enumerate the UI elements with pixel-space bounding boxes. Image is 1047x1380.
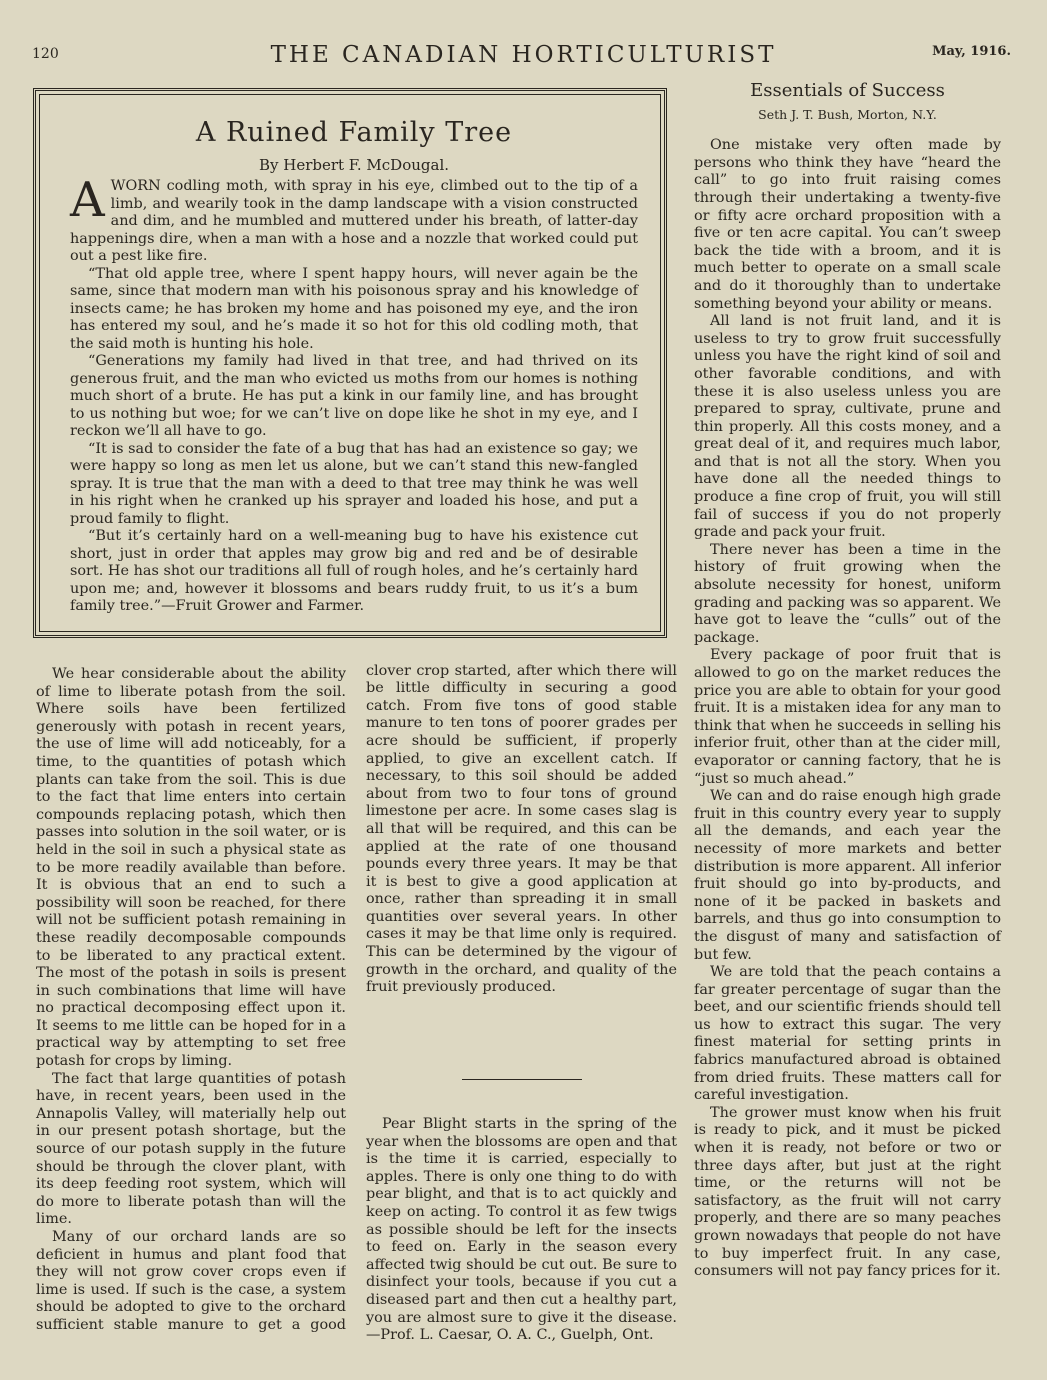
lime-paragraph-continued: clover crop started, after which there will be little difficulty in securing a good catch. From five tons of good stable manure to ten tons of poorer grades per acre should be sufficient, if properly applied, to give an excellent catch. If necessary, to this soil should be added about from two to four tons of ground limestone per acre. In some cases slag is all that will be required, and this can be applied at the rate of one thousand pounds every three years. It may be that it is best to give a good application at once, rather than spreading it in small quantities over several years. In other cases it may be that lime only is required. This can be determined by the vigour of growth in the orchard, and quality of the fruit previously produced.: [366, 663, 677, 996]
essentials-paragraph: One mistake very often made by persons who think they have “heard the call” to go into fruit raising comes through their undertaking a twenty-five or fifty acre orchard proposition with a five or ten acre capital. You can’t sweep back the tide with a broom, and it is much better to operate on a small scale and do it thoroughly than to undertake something beyond your ability or means.: [694, 137, 1001, 312]
lime-paragraph: Many of our orchard lands are so deficient in humus and plant food that they will not grow cover crops even if lime is used. If such is the case, a system should be adopted to give to the orchard sufficient stable manure to get a good: [36, 1229, 346, 1333]
lime-paragraph: We hear considerable about the ability of lime to liberate potash from the soil. Where soils have been fertilized generously with potash in recent years, the use of lime will add noticeably, for a time, to the quantities of potash which plants can take from the soil. This is due to the fact that lime enters into certain compounds replacing potash, which then passes into solution in the soil water, or is held in the soil in such a physical state as to be more readily available than before. It is obvious that an end to such a possibility will soon be reached, for there will not be sufficient potash remaining in these readily decomposable compounds to be liberated to any practical extent. The most of the potash in soils is present in such combinations that lime will have no practical decomposing effect upon it. It seems to me little can be hoped for in a practical way by attempting to set free potash for crops by liming.: [36, 666, 346, 1070]
essentials-paragraph: We can and do raise enough high grade fruit in this country every year to supply all the demands, and each year the necessity of more markets and better distribution is more apparent. All inferior fruit should go into by-products, and none of it be packed in baskets and barrels, and thus go into consumption to the disgust of many and satisfaction of but few.: [694, 788, 1001, 963]
story-title: A Ruined Family Tree: [195, 117, 513, 148]
essentials-paragraph: Every package of poor fruit that is allowed to go on the market reduces the price you are able to obtain for your good fruit. It is a mistaken idea for any man to think that when he succeeds in selling his inferior fruit, other than at the cider mill, evaporator or canning factory, that he is “just so much ahead.”: [694, 647, 1001, 787]
essentials-title: Essentials of Success: [750, 80, 945, 101]
story-byline: By Herbert F. McDougal.: [258, 156, 450, 174]
story-paragraph: “Generations my family had lived in that tree, and had thrived on its generous fruit, and the man who evicted us moths from our homes is nothing much short of a brute. He has put a kink in our family line, and has brought to us nothing but woe; for we can’t live on dope like he shot in my eye, and I reckon we’ll all have to go.: [70, 353, 638, 439]
page-number: 120: [32, 46, 59, 62]
lime-article-column-1: [36, 666, 346, 1335]
lime-continuation: [366, 663, 677, 1033]
essentials-paragraph: The grower must know when his fruit is ready to pick, and it must be picked when it is ready, not before or two or three days after, but just at the right time, or the returns will not be satisfactory, as the fruit will not carry properly, and there are so many peaches grown nowadays that people do not have to buy imperfect fruit. In any case, consumers will not pay fancy prices for it.: [694, 1104, 1001, 1280]
story-paragraph: “That old apple tree, where I spent happy hours, will never again be the same, since that modern man with his poisonous spray and his knowledge of insects came; he has broken my home and has poisoned my eye, and the iron has entered my soul, and he’s made it so hot for this old codling moth, that the said moth is hunting his hole.: [70, 265, 638, 352]
drop-cap: A: [70, 172, 105, 228]
essentials-paragraph: All land is not fruit land, and it is useless to try to grow fruit successfully unless you have the right kind of soil and other favorable conditions, and with these it is also useless unless you are prepared to spray, cultivate, prune and thin properly. All this costs money, and a great deal of it, and requires much labor, and that is not all the story. When you have done all the needed things to produce a fine crop of fruit, you will still fail of success if you do not properly grade and pack your fruit.: [694, 313, 1001, 541]
essentials-article: [694, 82, 1001, 1281]
section-divider: [462, 1079, 582, 1080]
issue-date: May, 1916.: [932, 44, 1011, 59]
boxed-story: [33, 88, 667, 638]
story-body: [70, 172, 638, 616]
lime-paragraph: The fact that large quantities of potash have, in recent years, been used in the Annapolis Valley, will materially help out in our present potash shortage, but the source of our potash supply in the future should be through the clover plant, with its deep feeding root system, which will do more to liberate potash than will the lime.: [36, 1070, 346, 1228]
essentials-paragraph: There never has been a time in the history of fruit growing when the absolute necessity for honest, uniform grading and packing was so apparent. We have got to leave the “culls” out of the package.: [694, 541, 1001, 646]
story-paragraph: AWORN codling moth, with spray in his eye, climbed out to the tip of a limb, and wearily took in the damp landscape with a vision constructed and dim, and he mumbled and muttered under his breath, of latter-day happenings dire, when a man with a hose and a nozzle that worked could put out a pest like fire.: [70, 172, 638, 264]
essentials-paragraph: We are told that the peach contains a far greater percentage of sugar than the beet, and our scientific friends should tell us how to extract this sugar. The very finest material for setting prints in fabrics manufactured abroad is obtained from dried fruits. These matters call for careful investigation.: [694, 964, 1001, 1104]
story-paragraph: “But it’s certainly hard on a well-meaning bug to have his existence cut short, just in order that apples may grow big and red and be of desirable sort. He has shot our traditions all full of rough holes, and he’s certainly hard upon me; and, however it blossoms and bears ruddy fruit, to us it’s a bum family tree.”—Fruit Grower and Farmer.: [70, 528, 638, 614]
column-2: [366, 663, 677, 1345]
pear-blight-paragraph: Pear Blight starts in the spring of the year when the blossoms are open and that is the time it is carried, especially to apples. There is only one thing to do with pear blight, and that is to act quickly and keep on acting. To control it as few twigs as possible should be left for the insects to feed on. Early in the season every affected twig should be cut out. Be sure to disinfect your tools, because if you cut a diseased part and then cut a healthy part, you are almost sure to give it the disease.—Prof. L. Caesar, O. A. C., Guelph, Ont.: [366, 1116, 677, 1344]
page-header: [0, 42, 1047, 72]
story-paragraph: “It is sad to consider the fate of a bug that has had an existence so gay; we were happy so long as men let us alone, but we can’t stand this new-fangled spray. It is true that the man with a deed to that tree may think he was well in his right when he cranked up his sprayer and loaded his hose, and put a proud family to flight.: [70, 440, 638, 527]
journal-title: THE CANADIAN HORTICULTURIST: [270, 42, 777, 68]
essentials-author: Seth J. T. Bush, Morton, N.Y.: [758, 106, 937, 122]
